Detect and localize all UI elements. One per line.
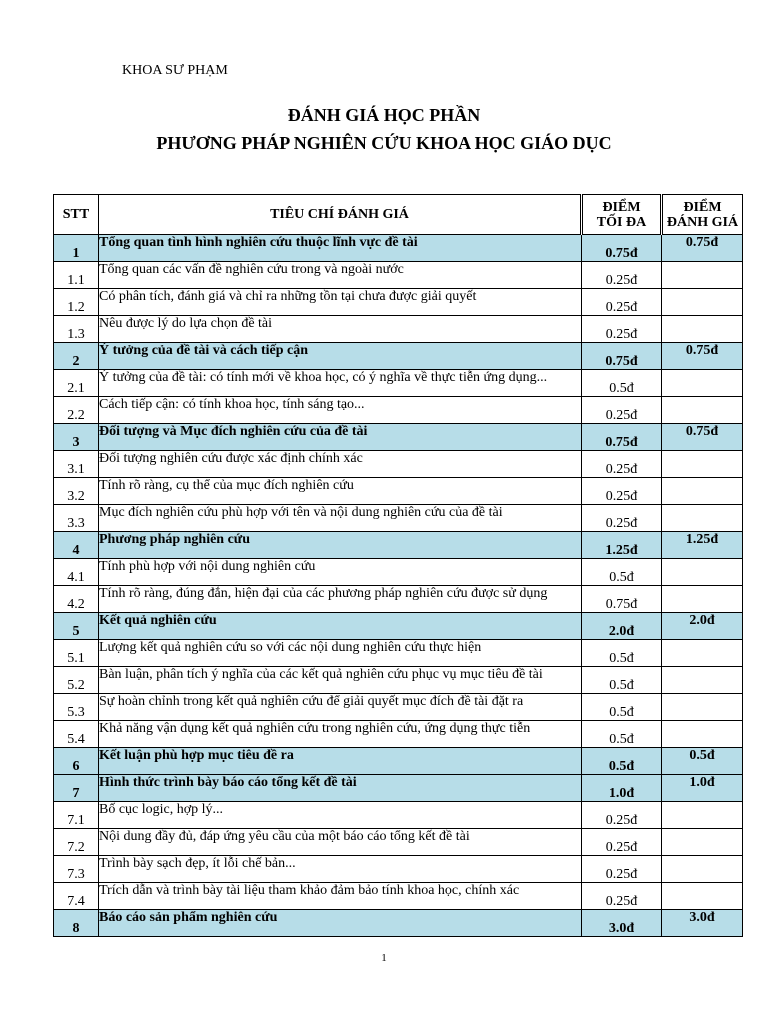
- criterion-row: [54, 694, 743, 721]
- row-number: 4: [54, 532, 99, 559]
- row-number: 3.3: [54, 505, 99, 532]
- criterion-text: Tính phù hợp với nội dung nghiên cứu: [99, 559, 582, 586]
- section-row: [54, 343, 743, 370]
- criterion-row: [54, 505, 743, 532]
- criterion-text: Ý tưởng của đề tài và cách tiếp cận: [99, 343, 582, 370]
- criterion-text: Nêu được lý do lựa chọn đề tài: [99, 316, 582, 343]
- row-number: 7.4: [54, 883, 99, 910]
- section-row: [54, 775, 743, 802]
- criterion-text: Ý tưởng của đề tài: có tính mới về khoa học, có ý nghĩa về thực tiễn ứng dụng...: [99, 370, 582, 397]
- column-header-max-line2: TỐI ĐA: [596, 214, 647, 230]
- section-row: [54, 748, 743, 775]
- criterion-row: [54, 262, 743, 289]
- criterion-text: Nội dung đầy đủ, đáp ứng yêu cầu của một báo cáo tổng kết đề tài: [99, 829, 582, 856]
- row-number: 7: [54, 775, 99, 802]
- max-score: 0.25đ: [582, 397, 662, 424]
- criterion-text: Trình bày sạch đẹp, ít lỗi chế bản...: [99, 856, 582, 883]
- criterion-row: [54, 586, 743, 613]
- evaluated-score: [662, 802, 743, 829]
- max-score: 0.25đ: [582, 451, 662, 478]
- max-score: 0.5đ: [582, 694, 662, 721]
- row-number: 3.2: [54, 478, 99, 505]
- row-number: 7.3: [54, 856, 99, 883]
- table-body: [54, 235, 743, 937]
- row-number: 4.1: [54, 559, 99, 586]
- criterion-row: [54, 316, 743, 343]
- max-score: 0.5đ: [582, 640, 662, 667]
- row-number: 2: [54, 343, 99, 370]
- max-score: 0.25đ: [582, 289, 662, 316]
- evaluated-score: [662, 883, 743, 910]
- max-score: 0.5đ: [582, 721, 662, 748]
- row-number: 2.1: [54, 370, 99, 397]
- criterion-row: [54, 451, 743, 478]
- max-score: 1.0đ: [582, 775, 662, 802]
- section-row: [54, 424, 743, 451]
- max-score: 0.25đ: [582, 262, 662, 289]
- criterion-text: Kết quả nghiên cứu: [99, 613, 582, 640]
- criterion-text: Mục đích nghiên cứu phù hợp với tên và nội dung nghiên cứu của đề tài: [99, 505, 582, 532]
- table-header-row: [54, 195, 743, 235]
- section-row: [54, 910, 743, 937]
- evaluated-score: 0.75đ: [662, 424, 743, 451]
- criterion-text: Đối tượng nghiên cứu được xác định chính xác: [99, 451, 582, 478]
- criterion-text: Phương pháp nghiên cứu: [99, 532, 582, 559]
- criterion-text: Tính rõ ràng, cụ thể của mục đích nghiên cứu: [99, 478, 582, 505]
- max-score: 0.75đ: [582, 424, 662, 451]
- evaluated-score: [662, 559, 743, 586]
- criterion-row: [54, 640, 743, 667]
- criterion-text: Tính rõ ràng, đúng đắn, hiện đại của các phương pháp nghiên cứu được sử dụng: [99, 586, 582, 613]
- max-score: 0.25đ: [582, 802, 662, 829]
- column-header-max-score: [582, 195, 662, 235]
- evaluated-score: [662, 667, 743, 694]
- column-header-criteria: TIÊU CHÍ ĐÁNH GIÁ: [99, 195, 582, 235]
- criterion-row: [54, 667, 743, 694]
- criterion-text: Đối tượng và Mục đích nghiên cứu của đề tài: [99, 424, 582, 451]
- criterion-row: [54, 721, 743, 748]
- criterion-row: [54, 856, 743, 883]
- max-score: 0.5đ: [582, 370, 662, 397]
- document-title: ĐÁNH GIÁ HỌC PHẦN: [287, 105, 481, 125]
- criterion-text: Trích dẫn và trình bày tài liệu tham khảo đảm bảo tính khoa học, chính xác: [99, 883, 582, 910]
- max-score: 0.5đ: [582, 667, 662, 694]
- criterion-row: [54, 559, 743, 586]
- evaluated-score: 0.75đ: [662, 343, 743, 370]
- column-header-no: STT: [54, 195, 99, 235]
- evaluated-score: [662, 262, 743, 289]
- criterion-row: [54, 829, 743, 856]
- evaluated-score: 2.0đ: [662, 613, 743, 640]
- criterion-text: Tổng quan tình hình nghiên cứu thuộc lĩnh vực đề tài: [99, 235, 582, 262]
- row-number: 5.1: [54, 640, 99, 667]
- faculty-name: KHOA SƯ PHẠM: [122, 63, 228, 78]
- evaluated-score: [662, 370, 743, 397]
- criterion-text: Hình thức trình bày báo cáo tổng kết đề tài: [99, 775, 582, 802]
- row-number: 1.2: [54, 289, 99, 316]
- row-number: 7.1: [54, 802, 99, 829]
- section-row: [54, 532, 743, 559]
- row-number: 5.2: [54, 667, 99, 694]
- evaluated-score: 0.75đ: [662, 235, 743, 262]
- evaluated-score: 0.5đ: [662, 748, 743, 775]
- criterion-row: [54, 802, 743, 829]
- max-score: 0.25đ: [582, 316, 662, 343]
- criterion-text: Có phân tích, đánh giá và chỉ ra những tồn tại chưa được giải quyết: [99, 289, 582, 316]
- max-score: 0.25đ: [582, 505, 662, 532]
- course-title: PHƯƠNG PHÁP NGHIÊN CỨU KHOA HỌC GIÁO DỤC: [156, 133, 612, 153]
- max-score: 0.25đ: [582, 856, 662, 883]
- row-number: 3: [54, 424, 99, 451]
- row-number: 4.2: [54, 586, 99, 613]
- max-score: 0.5đ: [582, 748, 662, 775]
- column-header-max-line1: ĐIỂM: [602, 199, 641, 215]
- criterion-text: Bố cục logic, hợp lý...: [99, 802, 582, 829]
- evaluated-score: 1.0đ: [662, 775, 743, 802]
- row-number: 1.3: [54, 316, 99, 343]
- section-row: [54, 235, 743, 262]
- criterion-row: [54, 289, 743, 316]
- row-number: 7.2: [54, 829, 99, 856]
- evaluated-score: 1.25đ: [662, 532, 743, 559]
- criterion-text: Sự hoàn chỉnh trong kết quả nghiên cứu để giải quyết mục đích đề tài đặt ra: [99, 694, 582, 721]
- evaluated-score: [662, 856, 743, 883]
- max-score: 0.5đ: [582, 559, 662, 586]
- max-score: 0.75đ: [582, 235, 662, 262]
- criterion-text: Báo cáo sản phẩm nghiên cứu: [99, 910, 582, 937]
- row-number: 5.3: [54, 694, 99, 721]
- row-number: 1: [54, 235, 99, 262]
- column-header-score-line1: ĐIỂM: [683, 199, 722, 215]
- row-number: 3.1: [54, 451, 99, 478]
- row-number: 1.1: [54, 262, 99, 289]
- max-score: 2.0đ: [582, 613, 662, 640]
- evaluated-score: [662, 586, 743, 613]
- evaluated-score: [662, 721, 743, 748]
- row-number: 5: [54, 613, 99, 640]
- row-number: 5.4: [54, 721, 99, 748]
- criterion-text: Cách tiếp cận: có tính khoa học, tính sáng tạo...: [99, 397, 582, 424]
- max-score: 1.25đ: [582, 532, 662, 559]
- max-score: 0.75đ: [582, 343, 662, 370]
- max-score: 0.25đ: [582, 829, 662, 856]
- evaluated-score: [662, 829, 743, 856]
- evaluated-score: [662, 397, 743, 424]
- max-score: 3.0đ: [582, 910, 662, 937]
- row-number: 8: [54, 910, 99, 937]
- row-number: 6: [54, 748, 99, 775]
- criterion-text: Lượng kết quả nghiên cứu so với các nội dung nghiên cứu thực hiện: [99, 640, 582, 667]
- criterion-text: Kết luận phù hợp mục tiêu đề ra: [99, 748, 582, 775]
- evaluated-score: [662, 289, 743, 316]
- evaluation-table: [53, 194, 743, 937]
- evaluated-score: [662, 478, 743, 505]
- section-row: [54, 613, 743, 640]
- evaluated-score: 3.0đ: [662, 910, 743, 937]
- row-number: 2.2: [54, 397, 99, 424]
- criterion-row: [54, 370, 743, 397]
- criterion-text: Tổng quan các vấn đề nghiên cứu trong và ngoài nước: [99, 262, 582, 289]
- evaluated-score: [662, 694, 743, 721]
- criterion-row: [54, 397, 743, 424]
- evaluated-score: [662, 316, 743, 343]
- criterion-row: [54, 883, 743, 910]
- column-header-evaluated-score: [662, 195, 743, 235]
- max-score: 0.25đ: [582, 883, 662, 910]
- criterion-text: Khả năng vận dụng kết quả nghiên cứu trong nghiên cứu, ứng dụng thực tiễn: [99, 721, 582, 748]
- evaluated-score: [662, 640, 743, 667]
- page-number: 1: [381, 952, 387, 964]
- criterion-text: Bàn luận, phân tích ý nghĩa của các kết quả nghiên cứu phục vụ mục tiêu đề tài: [99, 667, 582, 694]
- evaluated-score: [662, 451, 743, 478]
- max-score: 0.25đ: [582, 478, 662, 505]
- max-score: 0.75đ: [582, 586, 662, 613]
- evaluated-score: [662, 505, 743, 532]
- column-header-score-line2: ĐÁNH GIÁ: [666, 214, 739, 230]
- criterion-row: [54, 478, 743, 505]
